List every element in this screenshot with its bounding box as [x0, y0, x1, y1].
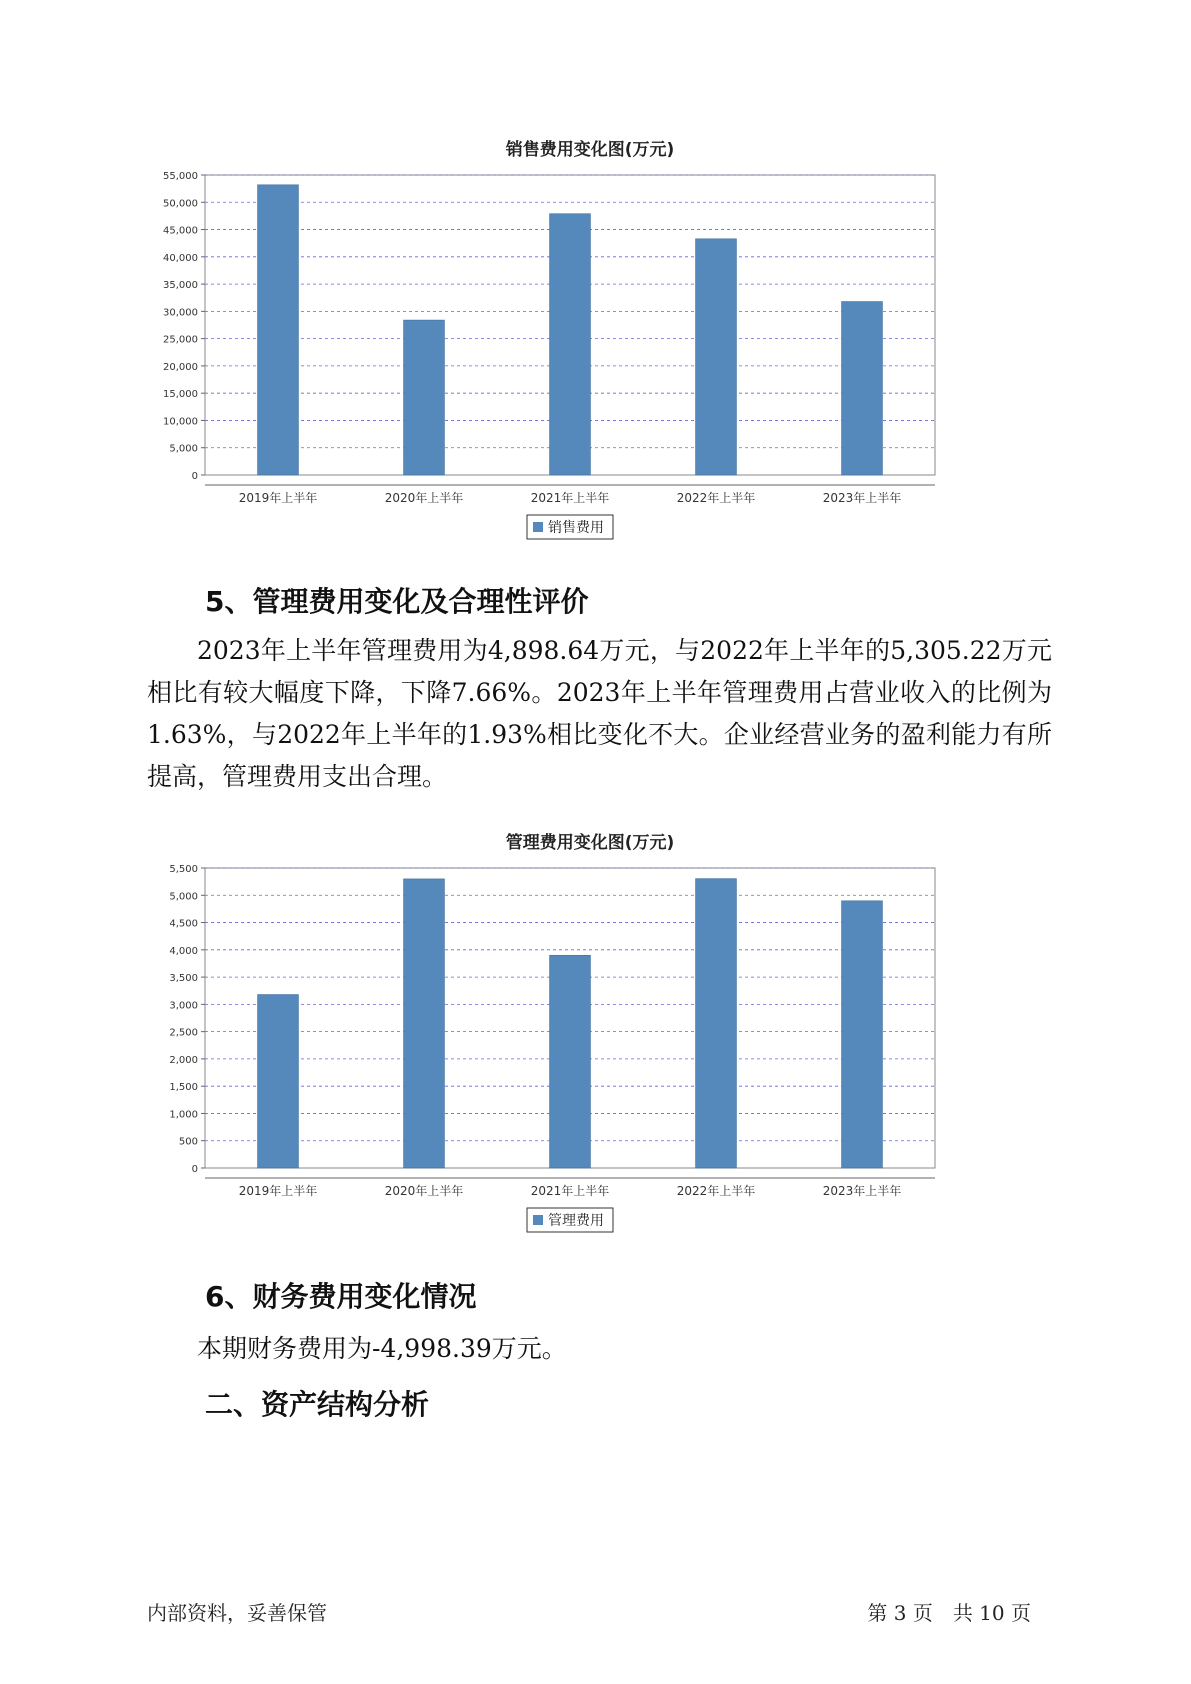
x-tick-label: 2023年上半年 [822, 491, 902, 505]
y-tick-label: 45,000 [163, 225, 198, 237]
section-5-paragraph: 2023年上半年管理费用为4,898.64万元，与2022年上半年的5,305.22万元相比有较大幅度下降，下降7.66%。2023年上半年管理费用占营业收入的比例为1.63%，与2022年上半年的1.93%相比变化不大。企业经营业务的盈利能力有所提高，管理费用支出合理。 [147, 636, 1052, 791]
x-tick-label: 2019年上半年 [238, 491, 318, 505]
y-tick-label: 40,000 [163, 252, 198, 264]
y-tick-label: 5,500 [169, 864, 198, 875]
y-tick-label: 15,000 [163, 389, 198, 401]
legend-label: 销售费用 [548, 520, 604, 536]
bar [550, 214, 591, 475]
bar [696, 879, 737, 1168]
x-tick-label: 2021年上半年 [530, 491, 610, 505]
x-tick-label: 2019年上半年 [238, 1184, 318, 1198]
bar [842, 901, 883, 1168]
bar [258, 995, 299, 1168]
bar [696, 239, 737, 475]
y-tick-label: 5,000 [169, 891, 198, 903]
legend-swatch [533, 522, 543, 532]
admin-expense-chart [150, 828, 1030, 1248]
section-2-heading: 二、资产结构分析 [205, 1388, 430, 1421]
bar [404, 879, 445, 1168]
y-tick-label: 20,000 [163, 361, 198, 373]
section-5-heading: 5、管理费用变化及合理性评价 [205, 585, 589, 618]
y-tick-label: 3,000 [169, 1000, 198, 1012]
chart-title: 销售费用变化图(万元) [505, 140, 675, 160]
section-6-heading: 6、财务费用变化情况 [205, 1280, 477, 1313]
y-tick-label: 35,000 [163, 280, 198, 292]
y-tick-label: 1,500 [169, 1082, 198, 1094]
y-tick-label: 4,500 [169, 918, 198, 930]
y-tick-label: 0 [191, 1164, 198, 1175]
x-tick-label: 2023年上半年 [822, 1184, 902, 1198]
y-tick-label: 50,000 [163, 198, 198, 210]
y-tick-label: 25,000 [163, 334, 198, 346]
legend-label: 管理费用 [548, 1213, 604, 1229]
bar [258, 185, 299, 475]
x-tick-label: 2020年上半年 [384, 1184, 464, 1198]
x-tick-label: 2022年上半年 [676, 491, 756, 505]
x-tick-label: 2020年上半年 [384, 491, 464, 505]
bar [842, 302, 883, 475]
y-tick-label: 5,000 [169, 443, 198, 455]
y-tick-label: 2,500 [169, 1027, 198, 1039]
legend-swatch [533, 1215, 543, 1225]
sales-expense-chart [150, 135, 1030, 555]
y-tick-label: 3,500 [169, 973, 198, 985]
y-tick-label: 2,000 [169, 1054, 198, 1066]
chart-plot [150, 858, 1030, 1248]
footer-page-number: 第 3 页 共 10 页 [867, 1601, 1031, 1625]
bar [404, 320, 445, 475]
bar [550, 955, 591, 1168]
y-tick-label: 30,000 [163, 307, 198, 319]
y-tick-label: 10,000 [163, 416, 198, 428]
y-tick-label: 4,000 [169, 945, 198, 957]
y-tick-label: 55,000 [163, 171, 198, 182]
x-tick-label: 2022年上半年 [676, 1184, 756, 1198]
x-tick-label: 2021年上半年 [530, 1184, 610, 1198]
footer-left: 内部资料，妥善保管 [147, 1601, 327, 1625]
y-tick-label: 0 [191, 471, 198, 482]
y-tick-label: 500 [178, 1136, 198, 1148]
chart-title: 管理费用变化图(万元) [505, 833, 675, 853]
chart-plot [150, 165, 1030, 555]
section-6-paragraph: 本期财务费用为-4,998.39万元。 [197, 1334, 567, 1363]
y-tick-label: 1,000 [169, 1109, 198, 1121]
